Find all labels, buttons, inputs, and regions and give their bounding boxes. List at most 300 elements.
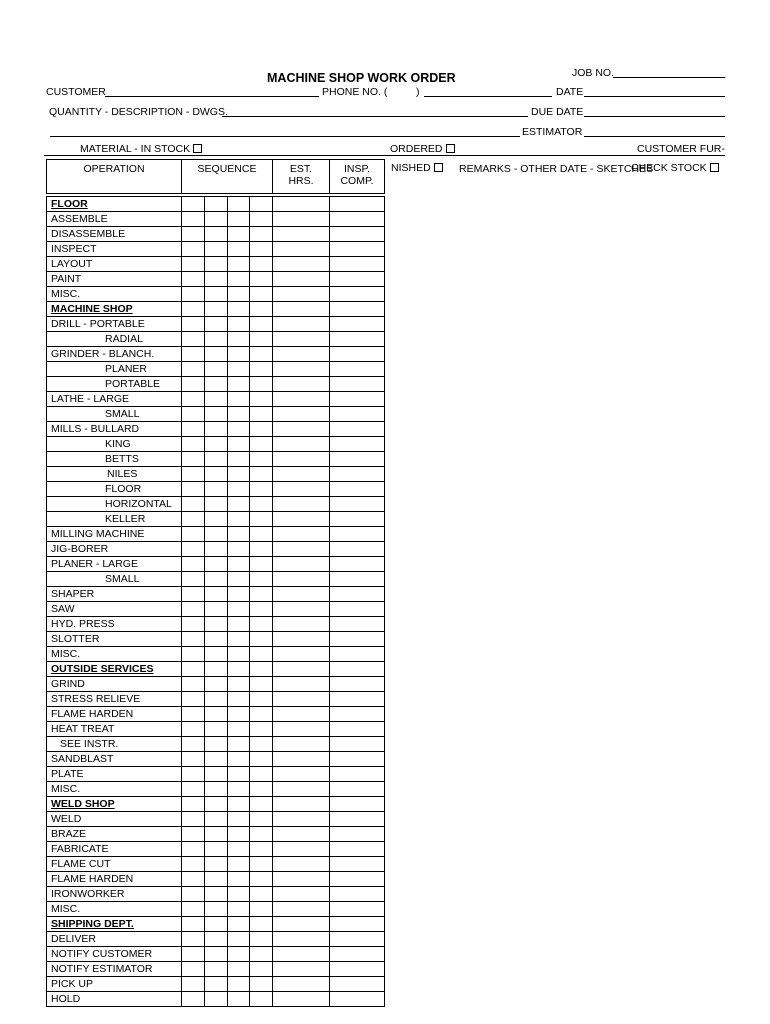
est-hrs-cell[interactable] [273, 857, 330, 872]
sequence-cell[interactable] [250, 467, 273, 482]
sequence-cell[interactable] [205, 287, 228, 302]
est-hrs-cell[interactable] [273, 812, 330, 827]
sequence-cell[interactable] [228, 467, 250, 482]
sequence-cell[interactable] [205, 392, 228, 407]
sequence-cell[interactable] [250, 512, 273, 527]
sequence-cell[interactable] [228, 872, 250, 887]
est-hrs-cell[interactable] [273, 752, 330, 767]
insp-comp-cell[interactable] [330, 962, 385, 977]
est-hrs-cell[interactable] [273, 557, 330, 572]
sequence-cell[interactable] [228, 917, 250, 932]
sequence-cell[interactable] [205, 992, 228, 1007]
sequence-cell[interactable] [205, 527, 228, 542]
insp-comp-cell[interactable] [330, 647, 385, 662]
sequence-cell[interactable] [205, 707, 228, 722]
sequence-cell[interactable] [228, 632, 250, 647]
sequence-cell[interactable] [205, 482, 228, 497]
est-hrs-cell[interactable] [273, 287, 330, 302]
est-hrs-cell[interactable] [273, 977, 330, 992]
sequence-cell[interactable] [228, 587, 250, 602]
sequence-cell[interactable] [205, 212, 228, 227]
sequence-cell[interactable] [182, 587, 205, 602]
sequence-cell[interactable] [182, 227, 205, 242]
sequence-cell[interactable] [228, 512, 250, 527]
check-stock-checkbox[interactable] [710, 163, 719, 172]
est-hrs-cell[interactable] [273, 947, 330, 962]
est-hrs-cell[interactable] [273, 917, 330, 932]
sequence-cell[interactable] [250, 872, 273, 887]
sequence-cell[interactable] [205, 722, 228, 737]
insp-comp-cell[interactable] [330, 467, 385, 482]
insp-comp-cell[interactable] [330, 452, 385, 467]
sequence-cell[interactable] [182, 542, 205, 557]
insp-comp-cell[interactable] [330, 302, 385, 317]
insp-comp-cell[interactable] [330, 827, 385, 842]
sequence-cell[interactable] [228, 407, 250, 422]
sequence-cell[interactable] [250, 287, 273, 302]
sequence-cell[interactable] [182, 497, 205, 512]
sequence-cell[interactable] [205, 887, 228, 902]
sequence-cell[interactable] [228, 902, 250, 917]
sequence-cell[interactable] [250, 812, 273, 827]
insp-comp-cell[interactable] [330, 257, 385, 272]
est-hrs-cell[interactable] [273, 392, 330, 407]
sequence-cell[interactable] [205, 542, 228, 557]
sequence-cell[interactable] [205, 362, 228, 377]
sequence-cell[interactable] [205, 737, 228, 752]
sequence-cell[interactable] [228, 977, 250, 992]
sequence-cell[interactable] [182, 392, 205, 407]
sequence-cell[interactable] [182, 677, 205, 692]
sequence-cell[interactable] [228, 317, 250, 332]
sequence-cell[interactable] [205, 692, 228, 707]
sequence-cell[interactable] [205, 797, 228, 812]
sequence-cell[interactable] [182, 752, 205, 767]
sequence-cell[interactable] [205, 632, 228, 647]
sequence-cell[interactable] [228, 692, 250, 707]
est-hrs-cell[interactable] [273, 647, 330, 662]
insp-comp-cell[interactable] [330, 317, 385, 332]
ordered-checkbox[interactable] [446, 144, 455, 153]
sequence-cell[interactable] [182, 737, 205, 752]
sequence-cell[interactable] [205, 272, 228, 287]
sequence-cell[interactable] [228, 242, 250, 257]
sequence-cell[interactable] [205, 677, 228, 692]
insp-comp-cell[interactable] [330, 377, 385, 392]
est-hrs-cell[interactable] [273, 932, 330, 947]
sequence-cell[interactable] [228, 707, 250, 722]
sequence-cell[interactable] [250, 647, 273, 662]
est-hrs-cell[interactable] [273, 197, 330, 212]
insp-comp-cell[interactable] [330, 752, 385, 767]
sequence-cell[interactable] [182, 527, 205, 542]
sequence-cell[interactable] [205, 617, 228, 632]
sequence-cell[interactable] [250, 347, 273, 362]
sequence-cell[interactable] [250, 497, 273, 512]
sequence-cell[interactable] [250, 542, 273, 557]
sequence-cell[interactable] [182, 857, 205, 872]
sequence-cell[interactable] [250, 197, 273, 212]
sequence-cell[interactable] [250, 317, 273, 332]
sequence-cell[interactable] [250, 902, 273, 917]
sequence-cell[interactable] [182, 947, 205, 962]
insp-comp-cell[interactable] [330, 347, 385, 362]
sequence-cell[interactable] [228, 797, 250, 812]
sequence-cell[interactable] [250, 722, 273, 737]
sequence-cell[interactable] [205, 197, 228, 212]
insp-comp-cell[interactable] [330, 977, 385, 992]
sequence-cell[interactable] [228, 662, 250, 677]
customer-field[interactable] [105, 96, 319, 97]
est-hrs-cell[interactable] [273, 452, 330, 467]
sequence-cell[interactable] [250, 482, 273, 497]
sequence-cell[interactable] [228, 677, 250, 692]
sequence-cell[interactable] [182, 512, 205, 527]
sequence-cell[interactable] [205, 602, 228, 617]
insp-comp-cell[interactable] [330, 797, 385, 812]
sequence-cell[interactable] [228, 647, 250, 662]
insp-comp-cell[interactable] [330, 812, 385, 827]
sequence-cell[interactable] [228, 617, 250, 632]
insp-comp-cell[interactable] [330, 842, 385, 857]
sequence-cell[interactable] [182, 977, 205, 992]
est-hrs-cell[interactable] [273, 332, 330, 347]
sequence-cell[interactable] [205, 647, 228, 662]
sequence-cell[interactable] [228, 962, 250, 977]
job-no-field[interactable] [613, 77, 725, 78]
sequence-cell[interactable] [205, 257, 228, 272]
sequence-cell[interactable] [250, 797, 273, 812]
sequence-cell[interactable] [205, 872, 228, 887]
customer-furnished-checkbox[interactable] [434, 163, 443, 172]
sequence-cell[interactable] [250, 362, 273, 377]
sequence-cell[interactable] [250, 407, 273, 422]
sequence-cell[interactable] [182, 572, 205, 587]
insp-comp-cell[interactable] [330, 767, 385, 782]
sequence-cell[interactable] [182, 842, 205, 857]
insp-comp-cell[interactable] [330, 242, 385, 257]
est-hrs-cell[interactable] [273, 602, 330, 617]
sequence-cell[interactable] [182, 722, 205, 737]
est-hrs-cell[interactable] [273, 242, 330, 257]
insp-comp-cell[interactable] [330, 497, 385, 512]
sequence-cell[interactable] [182, 467, 205, 482]
sequence-cell[interactable] [205, 812, 228, 827]
sequence-cell[interactable] [250, 707, 273, 722]
est-hrs-cell[interactable] [273, 227, 330, 242]
sequence-cell[interactable] [182, 902, 205, 917]
insp-comp-cell[interactable] [330, 572, 385, 587]
sequence-cell[interactable] [205, 782, 228, 797]
sequence-cell[interactable] [250, 932, 273, 947]
sequence-cell[interactable] [228, 257, 250, 272]
sequence-cell[interactable] [228, 527, 250, 542]
sequence-cell[interactable] [205, 767, 228, 782]
sequence-cell[interactable] [250, 572, 273, 587]
sequence-cell[interactable] [205, 947, 228, 962]
sequence-cell[interactable] [228, 347, 250, 362]
due-date-field[interactable] [584, 116, 725, 117]
est-hrs-cell[interactable] [273, 407, 330, 422]
est-hrs-cell[interactable] [273, 707, 330, 722]
est-hrs-cell[interactable] [273, 467, 330, 482]
insp-comp-cell[interactable] [330, 992, 385, 1007]
insp-comp-cell[interactable] [330, 527, 385, 542]
sequence-cell[interactable] [205, 467, 228, 482]
insp-comp-cell[interactable] [330, 932, 385, 947]
sequence-cell[interactable] [250, 842, 273, 857]
est-hrs-cell[interactable] [273, 482, 330, 497]
sequence-cell[interactable] [228, 992, 250, 1007]
sequence-cell[interactable] [250, 767, 273, 782]
sequence-cell[interactable] [205, 977, 228, 992]
sequence-cell[interactable] [228, 752, 250, 767]
est-hrs-cell[interactable] [273, 782, 330, 797]
est-hrs-cell[interactable] [273, 257, 330, 272]
sequence-cell[interactable] [205, 557, 228, 572]
sequence-cell[interactable] [205, 752, 228, 767]
sequence-cell[interactable] [182, 827, 205, 842]
est-hrs-cell[interactable] [273, 722, 330, 737]
sequence-cell[interactable] [182, 557, 205, 572]
sequence-cell[interactable] [182, 767, 205, 782]
sequence-cell[interactable] [228, 362, 250, 377]
insp-comp-cell[interactable] [330, 872, 385, 887]
sequence-cell[interactable] [228, 542, 250, 557]
est-hrs-cell[interactable] [273, 872, 330, 887]
insp-comp-cell[interactable] [330, 692, 385, 707]
insp-comp-cell[interactable] [330, 272, 385, 287]
sequence-cell[interactable] [250, 737, 273, 752]
sequence-cell[interactable] [250, 632, 273, 647]
insp-comp-cell[interactable] [330, 392, 385, 407]
insp-comp-cell[interactable] [330, 917, 385, 932]
sequence-cell[interactable] [182, 377, 205, 392]
insp-comp-cell[interactable] [330, 227, 385, 242]
sequence-cell[interactable] [250, 602, 273, 617]
sequence-cell[interactable] [205, 842, 228, 857]
sequence-cell[interactable] [228, 422, 250, 437]
insp-comp-cell[interactable] [330, 557, 385, 572]
sequence-cell[interactable] [205, 572, 228, 587]
sequence-cell[interactable] [228, 197, 250, 212]
sequence-cell[interactable] [250, 212, 273, 227]
sequence-cell[interactable] [205, 857, 228, 872]
sequence-cell[interactable] [182, 662, 205, 677]
sequence-cell[interactable] [205, 917, 228, 932]
sequence-cell[interactable] [205, 437, 228, 452]
sequence-cell[interactable] [182, 332, 205, 347]
sequence-cell[interactable] [228, 452, 250, 467]
sequence-cell[interactable] [228, 227, 250, 242]
sequence-cell[interactable] [205, 662, 228, 677]
insp-comp-cell[interactable] [330, 287, 385, 302]
est-hrs-cell[interactable] [273, 497, 330, 512]
sequence-cell[interactable] [182, 347, 205, 362]
est-hrs-cell[interactable] [273, 542, 330, 557]
insp-comp-cell[interactable] [330, 617, 385, 632]
sequence-cell[interactable] [182, 782, 205, 797]
sequence-cell[interactable] [228, 272, 250, 287]
sequence-cell[interactable] [228, 827, 250, 842]
sequence-cell[interactable] [205, 932, 228, 947]
sequence-cell[interactable] [250, 977, 273, 992]
insp-comp-cell[interactable] [330, 512, 385, 527]
sequence-cell[interactable] [182, 707, 205, 722]
insp-comp-cell[interactable] [330, 902, 385, 917]
sequence-cell[interactable] [182, 932, 205, 947]
sequence-cell[interactable] [228, 602, 250, 617]
est-hrs-cell[interactable] [273, 902, 330, 917]
insp-comp-cell[interactable] [330, 887, 385, 902]
sequence-cell[interactable] [205, 242, 228, 257]
phone-field[interactable] [424, 96, 552, 97]
sequence-cell[interactable] [228, 722, 250, 737]
sequence-cell[interactable] [250, 392, 273, 407]
sequence-cell[interactable] [205, 332, 228, 347]
sequence-cell[interactable] [205, 407, 228, 422]
sequence-cell[interactable] [228, 767, 250, 782]
sequence-cell[interactable] [250, 227, 273, 242]
sequence-cell[interactable] [228, 287, 250, 302]
est-hrs-cell[interactable] [273, 362, 330, 377]
estimator-field[interactable] [584, 136, 725, 137]
sequence-cell[interactable] [228, 812, 250, 827]
est-hrs-cell[interactable] [273, 962, 330, 977]
sequence-cell[interactable] [250, 422, 273, 437]
est-hrs-cell[interactable] [273, 617, 330, 632]
insp-comp-cell[interactable] [330, 542, 385, 557]
sequence-cell[interactable] [250, 947, 273, 962]
sequence-cell[interactable] [182, 437, 205, 452]
sequence-cell[interactable] [182, 422, 205, 437]
sequence-cell[interactable] [250, 617, 273, 632]
est-hrs-cell[interactable] [273, 212, 330, 227]
sequence-cell[interactable] [205, 347, 228, 362]
sequence-cell[interactable] [250, 992, 273, 1007]
sequence-cell[interactable] [205, 902, 228, 917]
sequence-cell[interactable] [250, 662, 273, 677]
sequence-cell[interactable] [182, 602, 205, 617]
sequence-cell[interactable] [228, 947, 250, 962]
sequence-cell[interactable] [228, 332, 250, 347]
est-hrs-cell[interactable] [273, 317, 330, 332]
est-hrs-cell[interactable] [273, 572, 330, 587]
sequence-cell[interactable] [228, 302, 250, 317]
sequence-cell[interactable] [228, 212, 250, 227]
sequence-cell[interactable] [228, 497, 250, 512]
sequence-cell[interactable] [250, 587, 273, 602]
insp-comp-cell[interactable] [330, 857, 385, 872]
est-hrs-cell[interactable] [273, 992, 330, 1007]
insp-comp-cell[interactable] [330, 482, 385, 497]
description-continuation-line[interactable] [50, 136, 520, 137]
sequence-cell[interactable] [205, 377, 228, 392]
sequence-cell[interactable] [228, 857, 250, 872]
sequence-cell[interactable] [228, 842, 250, 857]
sequence-cell[interactable] [182, 617, 205, 632]
insp-comp-cell[interactable] [330, 677, 385, 692]
est-hrs-cell[interactable] [273, 827, 330, 842]
est-hrs-cell[interactable] [273, 737, 330, 752]
sequence-cell[interactable] [205, 317, 228, 332]
insp-comp-cell[interactable] [330, 407, 385, 422]
sequence-cell[interactable] [205, 497, 228, 512]
sequence-cell[interactable] [182, 452, 205, 467]
sequence-cell[interactable] [182, 302, 205, 317]
sequence-cell[interactable] [250, 752, 273, 767]
sequence-cell[interactable] [205, 827, 228, 842]
sequence-cell[interactable] [205, 227, 228, 242]
est-hrs-cell[interactable] [273, 887, 330, 902]
sequence-cell[interactable] [205, 422, 228, 437]
est-hrs-cell[interactable] [273, 377, 330, 392]
sequence-cell[interactable] [182, 317, 205, 332]
sequence-cell[interactable] [250, 887, 273, 902]
sequence-cell[interactable] [250, 557, 273, 572]
sequence-cell[interactable] [182, 962, 205, 977]
sequence-cell[interactable] [182, 482, 205, 497]
sequence-cell[interactable] [182, 362, 205, 377]
est-hrs-cell[interactable] [273, 797, 330, 812]
sequence-cell[interactable] [182, 692, 205, 707]
sequence-cell[interactable] [250, 677, 273, 692]
insp-comp-cell[interactable] [330, 362, 385, 377]
sequence-cell[interactable] [250, 857, 273, 872]
insp-comp-cell[interactable] [330, 332, 385, 347]
sequence-cell[interactable] [182, 197, 205, 212]
insp-comp-cell[interactable] [330, 782, 385, 797]
est-hrs-cell[interactable] [273, 692, 330, 707]
sequence-cell[interactable] [205, 302, 228, 317]
sequence-cell[interactable] [182, 632, 205, 647]
est-hrs-cell[interactable] [273, 512, 330, 527]
sequence-cell[interactable] [205, 962, 228, 977]
sequence-cell[interactable] [228, 437, 250, 452]
est-hrs-cell[interactable] [273, 422, 330, 437]
insp-comp-cell[interactable] [330, 422, 385, 437]
sequence-cell[interactable] [250, 782, 273, 797]
est-hrs-cell[interactable] [273, 842, 330, 857]
sequence-cell[interactable] [250, 827, 273, 842]
sequence-cell[interactable] [250, 272, 273, 287]
est-hrs-cell[interactable] [273, 662, 330, 677]
sequence-cell[interactable] [250, 437, 273, 452]
sequence-cell[interactable] [228, 557, 250, 572]
sequence-cell[interactable] [182, 242, 205, 257]
sequence-cell[interactable] [228, 392, 250, 407]
in-stock-checkbox[interactable] [193, 144, 202, 153]
sequence-cell[interactable] [182, 257, 205, 272]
sequence-cell[interactable] [205, 512, 228, 527]
sequence-cell[interactable] [182, 287, 205, 302]
insp-comp-cell[interactable] [330, 737, 385, 752]
sequence-cell[interactable] [250, 452, 273, 467]
est-hrs-cell[interactable] [273, 437, 330, 452]
insp-comp-cell[interactable] [330, 662, 385, 677]
est-hrs-cell[interactable] [273, 272, 330, 287]
sequence-cell[interactable] [182, 887, 205, 902]
sequence-cell[interactable] [250, 257, 273, 272]
insp-comp-cell[interactable] [330, 632, 385, 647]
sequence-cell[interactable] [228, 782, 250, 797]
insp-comp-cell[interactable] [330, 707, 385, 722]
insp-comp-cell[interactable] [330, 437, 385, 452]
est-hrs-cell[interactable] [273, 527, 330, 542]
sequence-cell[interactable] [182, 992, 205, 1007]
sequence-cell[interactable] [250, 377, 273, 392]
sequence-cell[interactable] [250, 242, 273, 257]
